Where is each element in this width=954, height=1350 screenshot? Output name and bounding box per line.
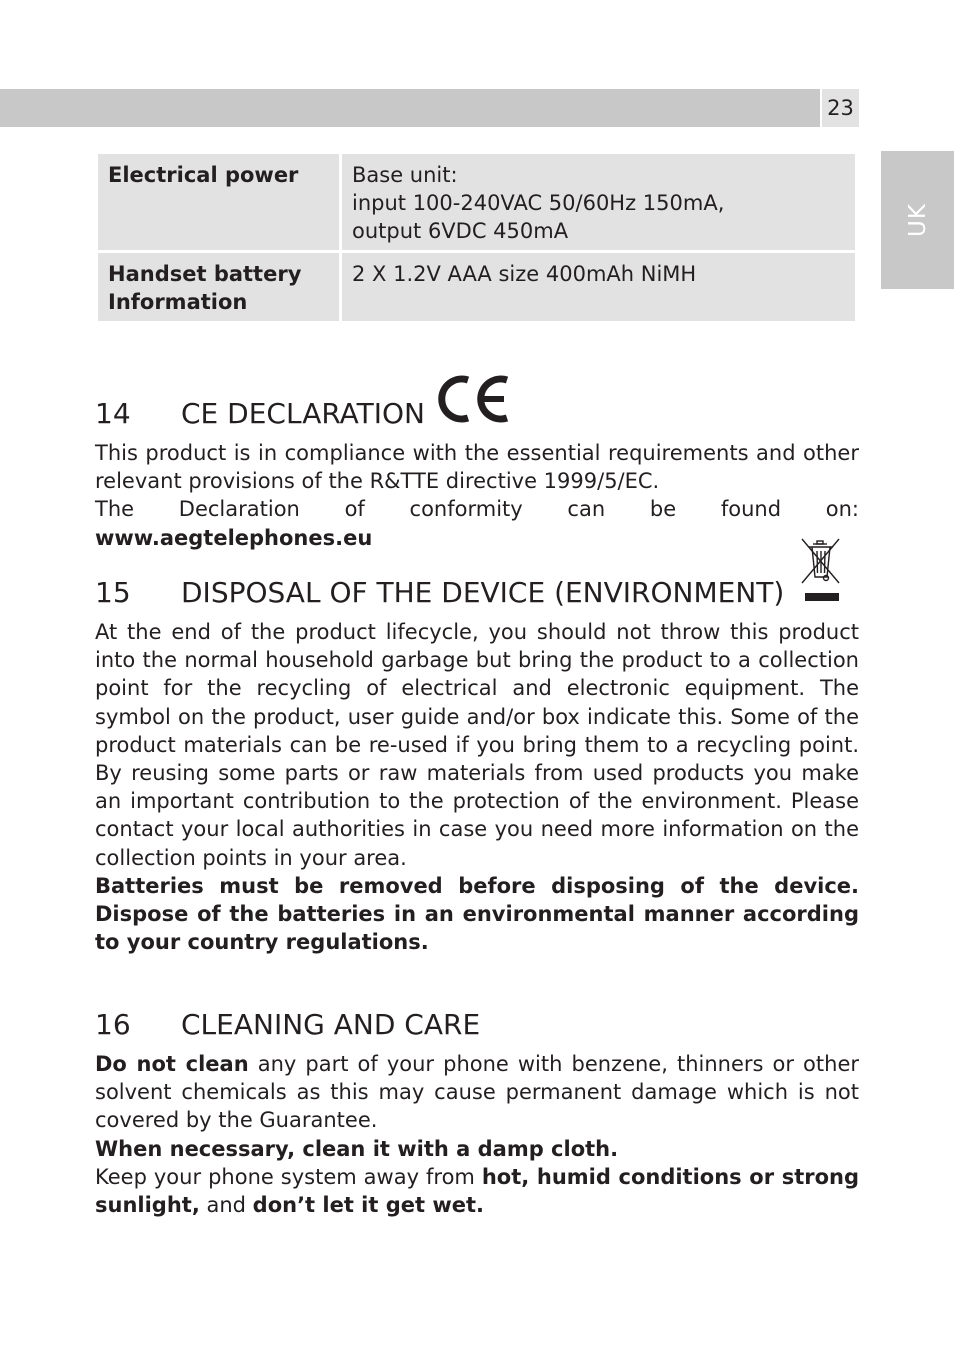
section-title: CE DECLARATION: [181, 397, 425, 430]
spec-label-line: Handset battery: [108, 262, 302, 286]
ce-text: This product is in compliance with the essential requirements and other relevant provisions of the R&TTE directive 1999/5/EC.: [95, 441, 859, 494]
cleaning-text: and: [199, 1193, 253, 1218]
language-tab: [881, 151, 954, 289]
spec-label: [98, 253, 339, 321]
spec-value-line: 2 X 1.2V AAA size 400mAh NiMH: [352, 262, 697, 286]
section-heading-cleaning: [95, 1008, 480, 1042]
spec-value-line: output 6VDC 450mA: [352, 219, 569, 243]
language-tab-label: UK: [904, 203, 931, 237]
spec-value: [342, 154, 855, 250]
section-heading-disposal: [95, 576, 784, 610]
spec-value-line: Base unit:: [352, 163, 458, 187]
cleaning-instruction: When necessary, clean it with a damp cloth.: [95, 1136, 619, 1161]
ce-mark-text: CE: [436, 373, 438, 374]
spec-label: [98, 154, 339, 250]
ce-mark-icon: [436, 373, 512, 425]
disposal-warning: Batteries must be removed before disposing of the device. Dispose of the batteries in an environmental manner according to your country regulations.: [95, 873, 859, 955]
disposal-paragraph: [95, 618, 859, 956]
table-row: [98, 253, 855, 321]
cleaning-warning-bold: don’t let it get wet.: [252, 1193, 485, 1218]
cleaning-text: Keep your phone system away from: [95, 1164, 482, 1189]
spec-value: [342, 253, 855, 321]
ce-website-link[interactable]: www.aegtelephones.eu: [95, 525, 373, 550]
section-title: DISPOSAL OF THE DEVICE (ENVIRONMENT): [181, 576, 785, 609]
table-row: [98, 154, 855, 250]
ce-conformity-text: The Declaration of conformity can be found on:: [95, 497, 859, 522]
section-number: 15: [95, 576, 131, 609]
spec-value-line: input 100-240VAC 50/60Hz 150mA,: [352, 191, 725, 215]
weee-bin-icon: [800, 537, 842, 605]
cleaning-text: any part of your phone with benzene, thinners or other solvent chemicals as this may cause permanent damage which is not covered by the Guarantee.: [95, 1052, 859, 1133]
section-number: 16: [95, 1008, 131, 1041]
spec-label-line: Information: [108, 290, 248, 314]
cleaning-warning-bold: Do not clean: [95, 1052, 249, 1076]
ce-paragraph: [95, 439, 859, 552]
spec-table: [95, 151, 858, 324]
section-title: CLEANING AND CARE: [181, 1008, 481, 1041]
spec-label-line: Electrical power: [108, 163, 299, 187]
disposal-text: At the end of the product lifecycle, you should not throw this product into the normal household garbage but bring the product to a collection point for the recycling of electrical and electronic equipment. The symbol on the product, user guide and/or box indicate this. Some of the product materials can be re-used if you bring them to a recycling point. By reusing some parts or raw materials from used products you make an important contribution to the protection of the environment. Please contact your local authorities in case you need more information on the collection points in your area.: [95, 620, 859, 870]
header-bar: [0, 89, 820, 127]
section-heading-ce: [95, 397, 425, 431]
cleaning-warning-bold: hot, humid conditions or strong sunlight,: [95, 1164, 859, 1218]
section-number: 14: [95, 397, 131, 430]
cleaning-paragraph: [95, 1050, 859, 1219]
page-number: 23: [822, 89, 859, 127]
